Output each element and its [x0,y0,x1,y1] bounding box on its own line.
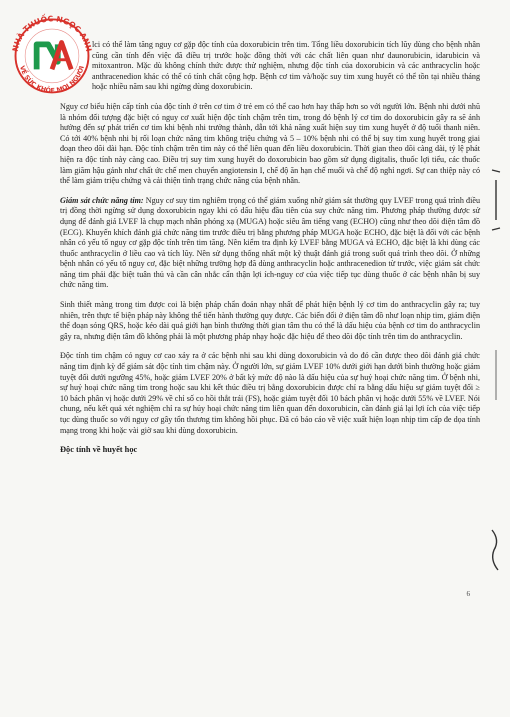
logo-brand-bottom: VỀ SỨC KHỎE MỌI NGƯỜI [18,65,86,95]
document-body [60,40,480,456]
paragraph-5: Độc tính tim chậm có nguy cơ cao xảy ra ở các bệnh nhi sau khi dùng doxorubicin và do đó cần được theo dõi đánh giá chức năng tim định kỳ để giám sát độc tính tim chậm này. Ở người lớn, sự giảm LVEF 10% dưới giới hạn dưới bình thường hoặc giảm tuyệt đối dưới ngưỡng 45%, hoặc giảm LVEF 20% ở bất kỳ mức độ nào là dấu hiệu của sự huỷ hoại chức năng tim. Ở bệnh nhi, sự huỷ hoại chức năng tim trong hoặc sau khi kết thúc điều trị bằng doxorubicin được chỉ ra bằng dấu hiệu sự giảm tuyệt đối ≥ 10 bách phân vị hoặc dưới 29% về chỉ số co hồi thắt trái (FS), hoặc giảm tuyệt đối 10 bách phân vị hoặc dưới 55% về LVEF. Nói chung, nếu kết quả xét nghiệm chỉ ra sự hủy hoại chức năng tim liên quan đến doxorubicin, cần đánh giá lại lợi ích của việc tiếp tục dùng thuốc so với nguy cơ gây tổn thương tim không hồi phục. Đã có báo cáo về việc xuất hiện loạn nhịp tim cấp đe dọa tính mạng trong khi hoặc vài giờ sau khi dùng doxorubicin. [60,351,480,435]
logo-brand-top: NHÀ THUỐC NGỌC ANH [10,14,94,53]
section-heading: Độc tính về huyết học [60,445,138,455]
paragraph-3-text: Nguy cơ suy tim nghiêm trọng có thể giảm xuống nhờ giám sát thường quy LVEF trong quá trình điều trị đồng thời ngừng sử dụng doxorubicin ngay khi có dấu hiệu đầu tiên của suy chức năng tim. Phương pháp thường được sử dụng để đánh giá LVEF là chụp mạch nhân phóng xạ (MUGA) hoặc siêu âm tiếng vang (ECHO) cũng như theo dõi điện tâm đồ (ECG). Khuyến khích đánh giá chức năng tim trước điều trị bằng phương pháp MUGA hoặc ECHO, đặc biệt là đối với các bệnh nhân có yếu tố nguy cơ gặp độc tính trên tim tăng. Nên kiểm tra định kỳ LVEF bằng MUGA và ECHO, đặc biệt là khi dùng các thuốc anthracyclin ở liều cao và tích lũy. Nên sử dụng thống nhất một kỹ thuật đánh giá trong suốt quá trình theo dõi. Ở những bệnh nhân có yếu tố nguy cơ, đặc biệt những trường hợp đã dùng anthracyclin hoặc anthracenedion từ trước, việc giám sát chức năng tim phải đặc biệt tuân thủ và cần cân nhắc cẩn thận lợi ích-nguy cơ của việc tiếp tục dùng thuốc ở các bệnh nhân bị suy chức năng tim. [60,195,480,290]
page-number: 6 [466,590,470,598]
paragraph-1: lci có thể làm tăng nguy cơ gặp độc tính của doxorubicin trên tim. Tổng liều doxorubicin tích lũy dùng cho bệnh nhân cũng cần tính đến việc đã điều trị trước hoặc đồng thời với các chất liên quan như daunorubicin, idarubicin và mitoxantron. Mặc dù không chính thức được thử nghiệm, nhưng độc tính của doxorubicin và các anthracyclin hoặc anthracenedion khác có thể có tính chất cộng hợp. Bệnh cơ tim và/hoặc suy tim xung huyết có thể tồn tại nhiều tháng hoặc nhiều năm sau khi ngừng dùng doxorubicin. [92,40,480,92]
margin-stamp-marks [486,150,506,600]
cardiac-monitoring-lead: Giám sát chức năng tim: [60,195,144,205]
paragraph-2: Nguy cơ biểu hiện cấp tính của độc tính ở trên cơ tim ở trẻ em có thể cao hơn hay thấp hơn so với người lớn. Bệnh nhi dưới nhũ là nhóm đối tượng đặc biệt có nguy cơ xuất hiện độc tính chậm trên tim, trong đó bệnh lý cơ tim do doxorubicin gây ra sẽ ảnh hưởng đến sự phát triển cơ tim khi bệnh nhi trưởng thành, dẫn tới khả năng xuất hiện suy tim xung huyết ở độ tuổi thanh niên. Có tới 40% bệnh nhi bị rối loạn chức năng tim không triệu chứng và 5 – 10% bệnh nhi có thể bị suy tim xung huyết trong giai đoạn theo dõi dài hạn. Độc tính chậm trên tim này có thể liên quan đến liều doxorubicin. Thời gian theo dõi càng dài, tỷ lệ phát hiện ra độc tính này càng cao. Điều trị suy tim xung huyết do doxorubicin bao gồm sử dụng digitalis, thuốc lợi tiểu, các thuốc làm giãm hậu gánh như chất ức chế men chuyển angiotensin I, chế độ ăn hạn chế muối và chế độ nghỉ ngơi. Sự can thiệp này có thể làm giảm triệu chứng và cải thiện tình trạng chức năng của bệnh nhân. [60,101,480,186]
paragraph-3 [60,196,480,291]
paragraph-4: Sinh thiết màng trong tim được coi là biện pháp chẩn đoán nhạy nhất để phát hiện bệnh lý cơ tim do anthracyclin gây ra; tuy nhiên, trên thực tế biện pháp này không thể tiến hành thường quy được. Các biến đổi ở điện tâm đồ như loạn nhịp tim, giảm điện thế đoạn sóng QRS, hoặc kéo dài quá giới hạn bình thường thời gian tâm thu có thể là dấu hiệu của bệnh cơ tim do anthracyclin gây ra, nhưng điện tâm đồ không phải là một phương pháp nhạy hoặc đặc hiệu để theo dõi độc tính trên tim do anthracyclin. [60,300,480,341]
